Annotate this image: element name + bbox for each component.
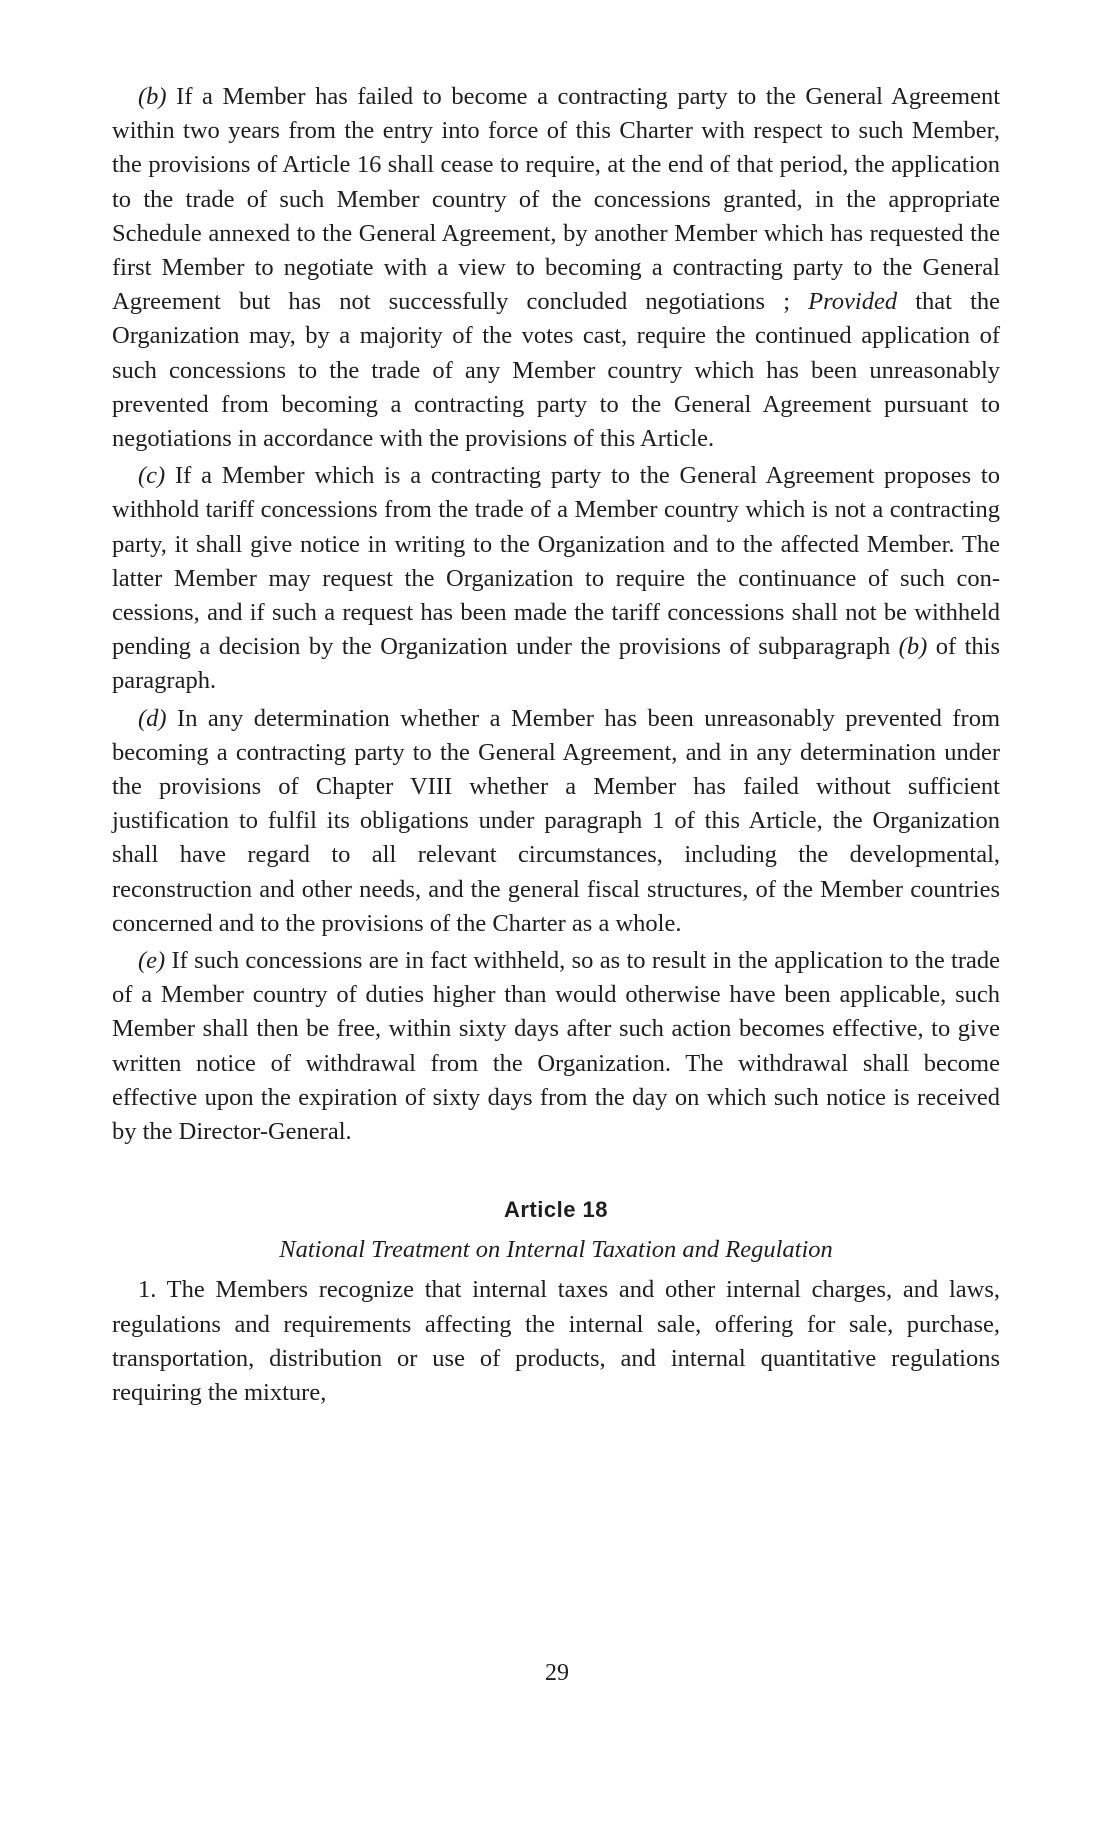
paragraph-label: (d) bbox=[138, 704, 167, 732]
paragraph-label: (b) bbox=[138, 83, 167, 110]
emphasis-text: (b) bbox=[898, 633, 928, 661]
document-page bbox=[112, 80, 1000, 1410]
paragraph-e bbox=[112, 944, 1000, 1149]
paragraph-label: (e) bbox=[138, 947, 166, 975]
article-paragraph-1: 1. The Members recognize that internal taxes and other internal charges, and laws, regulations and requirements affecting the internal sale, offering for sale, purchase, transportation, distribution or use of products, and internal quantitative regulations requiring the mixture, bbox=[112, 1276, 1000, 1406]
paragraph-text-continued: that the Organization may, by a majority of the votes cast, require the continued application of such concessions to the trade of any Member country which has been unreasonably prevented from becoming a contracting party to the General Agreement pursuant to negotiations in accordance with the provisions of this Article. bbox=[112, 288, 1001, 453]
article-heading: Article 18 bbox=[503, 1197, 609, 1223]
paragraph-label: (c) bbox=[138, 462, 166, 490]
paragraph-text: If a Member which is a contracting party to the General Agreement proposes to withhold tariff concessions from the trade of a Member country which is not a contracting party, it shall give notice in writing to the Organization and to the affected Member. The latter Member may request the Organization to require the continuance of such concessions, and if such a request has been made the tariff concessions shall not be withheld pending a decision by the Organization under the provisions of subparagraph bbox=[112, 462, 1000, 661]
paragraph-text: In any determination whether a Member has been unreasonably prevented from becoming a contracting party to the General Agreement, and in any determination under the provisions of Chapter VIII whether a Member has failed without sufficient justification to fulfil its obligations under paragraph 1 of this Article, the Organization shall have regard to all relevant circumstances, including the developmental, reconstruction and other needs, and the general fiscal structures, of the Member countries concerned and to the provisions of the Charter as a whole. bbox=[112, 704, 1000, 937]
paragraph-d bbox=[112, 702, 1000, 941]
article-subtitle: National Treatment on Internal Taxation and Regulation bbox=[279, 1236, 833, 1264]
paragraph-b bbox=[112, 80, 1000, 456]
emphasis-text: Provided bbox=[808, 288, 898, 316]
paragraph-c bbox=[112, 459, 1000, 698]
paragraph-text: If such concessions are in fact withheld, so as to result in the application to the trade of a Member country of duties higher than would otherwise have been applicable, such Member shall then be free, within sixty days after such action becomes effective, to give written notice of withdrawal from the Organization. The withdrawal shall become effective upon the expiration of sixty days from the day on which such notice is received by the Director-General. bbox=[112, 947, 1000, 1146]
page-number: 29 bbox=[545, 1660, 569, 1686]
paragraph-text: If a Member has failed to become a contracting party to the General Agreement within two years from the entry into force of this Charter with respect to such Member, the provisions of Article 16 shall cease to require, at the end of that period, the application to the trade of such Member country of the concessions granted, in the appropriate Schedule annexed to the General Agreement, by another Member which has requested the first Member to negotiate with a view to becoming a contracting party to the General Agreement but has not successfully concluded negotiations ; bbox=[112, 83, 1000, 316]
paragraph-text-continued: of this paragraph. bbox=[112, 633, 1000, 695]
